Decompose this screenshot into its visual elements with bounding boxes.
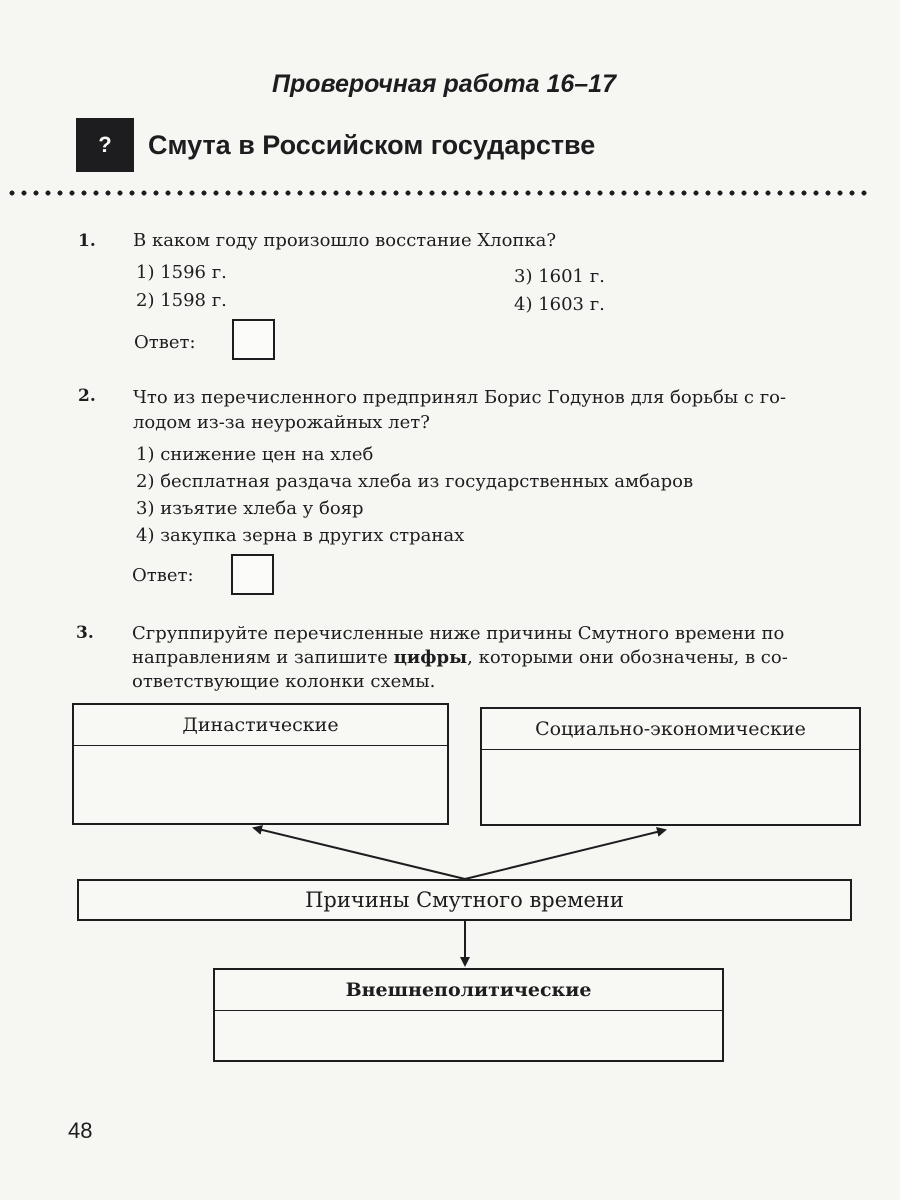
topic-title: Смута в Российском государстве — [148, 130, 596, 160]
question-2-option-2[interactable]: 2) бесплатная раздача хлеба из государственных амбаров — [136, 471, 694, 492]
question-3-text-plain: направлениям и запишите — [132, 647, 394, 668]
question-2-option-1[interactable]: 1) снижение цен на хлеб — [136, 444, 374, 465]
question-1-option-1[interactable]: 1) 1596 г. — [136, 262, 227, 283]
question-1-answer-label: Ответ: — [134, 332, 196, 353]
question-2-answer-label: Ответ: — [132, 565, 194, 586]
foreign-policy-box-title: Внешнеполитические — [215, 970, 722, 1011]
question-3-text-line-1: Сгруппируйте перечисленные ниже причины Смутного времени по — [132, 623, 785, 644]
dynastic-answer-area[interactable] — [74, 746, 447, 824]
arrow-to-dynastic — [254, 828, 465, 879]
question-3-number: 3. — [76, 623, 94, 643]
socioeconomic-answer-area[interactable] — [482, 750, 859, 825]
question-1-number: 1. — [78, 231, 96, 251]
question-1-option-3[interactable]: 3) 1601 г. — [514, 266, 605, 287]
question-3-text-bold: цифры — [393, 647, 468, 668]
question-2-option-4[interactable]: 4) закупка зерна в других странах — [136, 525, 465, 546]
question-mark-glyph: ? — [98, 132, 112, 157]
question-3-text-plain-end: , которыми они обозначены, в со- — [467, 647, 788, 668]
question-3-text-line-3: ответствующие колонки схемы. — [132, 671, 436, 692]
question-2-number: 2. — [78, 386, 96, 406]
causes-box: Причины Смутного времени — [77, 879, 852, 921]
dynastic-box — [72, 703, 449, 825]
foreign-policy-box — [213, 968, 724, 1062]
arrow-to-socioeconomic — [465, 830, 665, 879]
question-1-option-4[interactable]: 4) 1603 г. — [514, 294, 605, 315]
work-title: Проверочная работа 16–17 — [272, 70, 616, 98]
question-2-text-line-1: Что из перечисленного предпринял Борис Годунов для борьбы с го- — [133, 387, 787, 408]
question-1-option-2[interactable]: 2) 1598 г. — [136, 290, 227, 311]
foreign-policy-answer-area[interactable] — [215, 1011, 722, 1061]
question-2-text-line-2: лодом из-за неурожайных лет? — [133, 412, 430, 433]
question-2-option-3[interactable]: 3) изъятие хлеба у бояр — [136, 498, 364, 519]
dynastic-box-title: Династические — [74, 705, 447, 746]
page-number: 48 — [68, 1118, 93, 1143]
socioeconomic-box — [480, 707, 861, 826]
question-1-text: В каком году произошло восстание Хлопка? — [133, 230, 557, 251]
socioeconomic-box-title: Социально-экономические — [482, 709, 859, 750]
